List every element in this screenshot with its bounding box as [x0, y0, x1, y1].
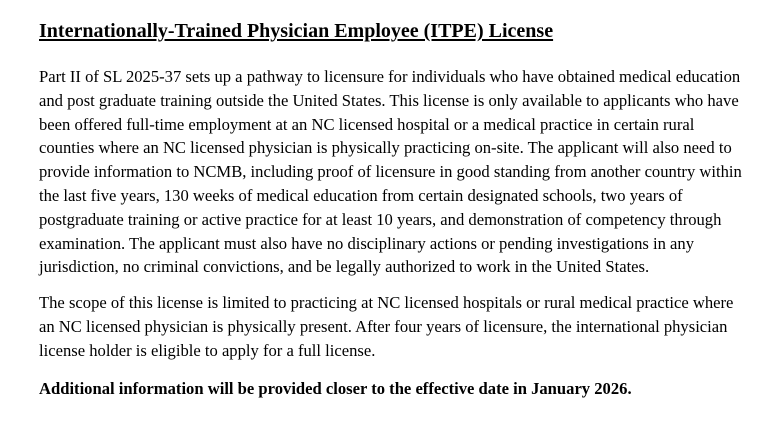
paragraph-scope: The scope of this license is limited to practicing at NC licensed hospitals or rural medical practice where an NC licensed physician is physically present. After four years of licensure, the international physician license holder is eligible to apply for a full license. — [39, 293, 734, 360]
document-title: Internationally-Trained Physician Employee (ITPE) License — [39, 20, 554, 42]
closing-note: Additional information will be provided closer to the effective date in January 2026. — [39, 378, 632, 398]
paragraph-pathway: Part II of SL 2025-37 sets up a pathway to licensure for individuals who have obtained medical education and post graduate training outside the United States. This license is only available to applicants who have been offered full-time employment at an NC licensed hospital or a medical practice in certain rural counties where an NC licensed physician is physically practicing on-site. The applicant will also need to provide information to NCMB, including proof of licensure in good standing from another country within the last five years, 130 weeks of medical education from certain designated schools, two years of postgraduate training or active practice for at least 10 years, and demonstration of competency through examination. The applicant must also have no disciplinary actions or pending investigations in any jurisdiction, no criminal convictions, and be legally authorized to work in the United States. — [39, 67, 742, 277]
